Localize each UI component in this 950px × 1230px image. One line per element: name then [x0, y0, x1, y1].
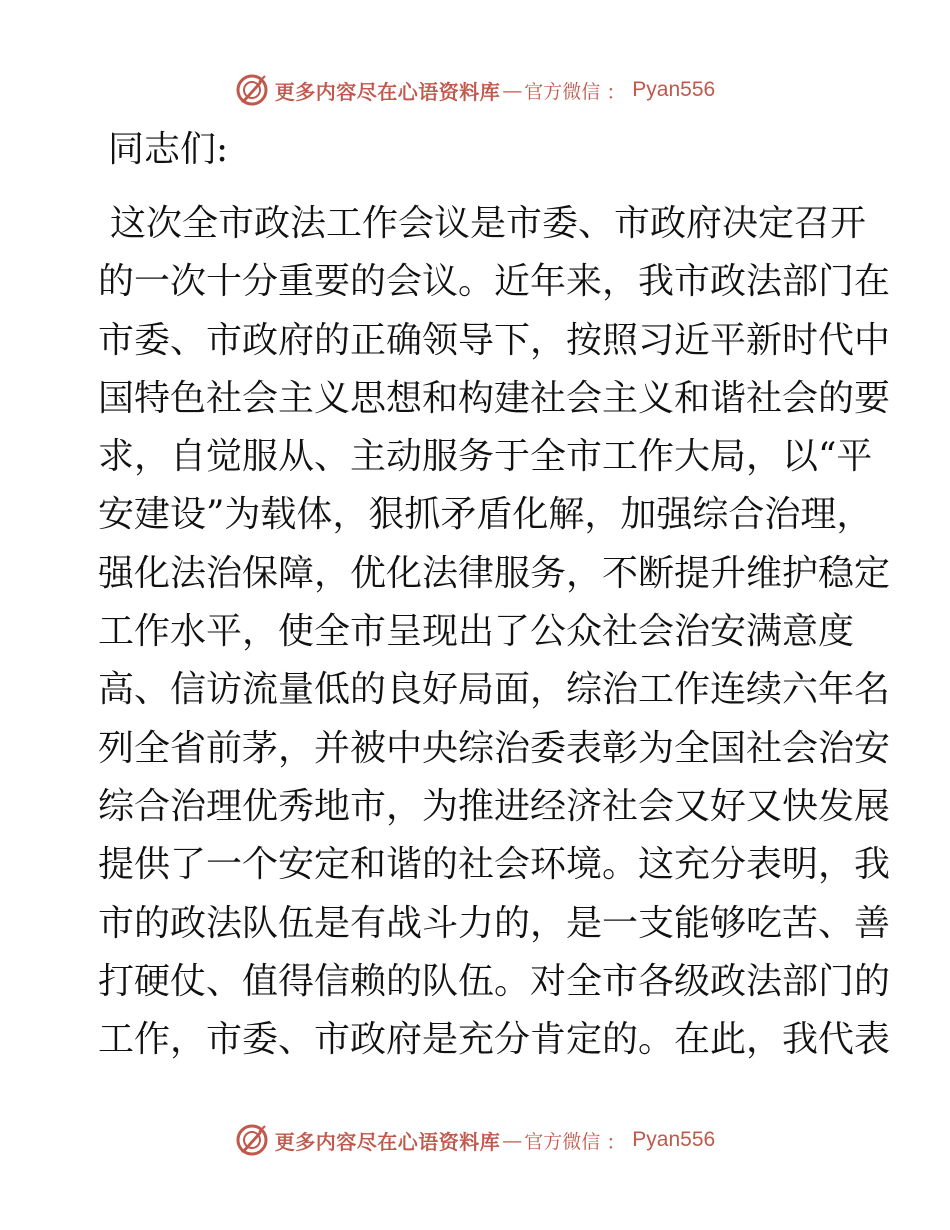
body-line: 安建设”为载体，狠抓矛盾化解，加强综合治理， [98, 494, 873, 536]
banner-wechat-id: Pyan556 [632, 78, 716, 101]
banner-wechat-label: 官方微信 [524, 1130, 601, 1153]
body-line: 市委、市政府的正确领导下，按照习近平新时代中 [98, 319, 891, 361]
body-line: 工作，市委、市政府是充分肯定的。在此，我代表 [98, 1019, 891, 1061]
quill-logo-icon [235, 1123, 269, 1157]
body-line: 的一次十分重要的会议。近年来，我市政法部门在 [98, 261, 891, 303]
body-line: 强化法治保障，优化法律服务，不断提升维护稳定 [98, 552, 891, 594]
body-line: 打硬仗、值得信赖的队伍。对全市各级政法部门的 [98, 960, 891, 1002]
banner-title: 更多内容尽在心语资料库 [274, 79, 501, 104]
footer-banner [0, 1120, 950, 1160]
body-line: 综合治理优秀地市，为推进经济社会又好又快发展 [98, 785, 891, 827]
body-line: 工作水平，使全市呈现出了公众社会治安满意度 [98, 611, 855, 653]
body-line: 高、信访流量低的良好局面，综治工作连续六年名 [98, 669, 891, 711]
body-line: 国特色社会主义思想和构建社会主义和谐社会的要 [98, 377, 891, 419]
banner-separator: ： [606, 1129, 627, 1154]
banner-wechat-id: Pyan556 [632, 1128, 716, 1151]
document-body [98, 195, 891, 1069]
quill-logo-icon [235, 73, 269, 107]
body-line: 求，自觉服从、主动服务于全市工作大局，以“平 [98, 436, 873, 478]
banner-dash: — [502, 78, 523, 102]
banner-title: 更多内容尽在心语资料库 [274, 1129, 501, 1154]
banner-separator: ： [606, 79, 627, 104]
body-line: 这次全市政法工作会议是市委、市政府决定召开 [110, 203, 867, 244]
header-banner [0, 70, 950, 110]
salutation: 同志们: [108, 129, 229, 170]
body-line: 市的政法队伍是有战斗力的，是一支能够吃苦、善 [98, 902, 891, 944]
banner-dash: — [502, 1128, 523, 1152]
banner-wechat-label: 官方微信 [524, 80, 601, 103]
body-line: 列全省前茅，并被中央综治委表彰为全国社会治安 [98, 727, 891, 769]
body-line: 提供了一个安定和谐的社会环境。这充分表明，我 [98, 844, 891, 886]
